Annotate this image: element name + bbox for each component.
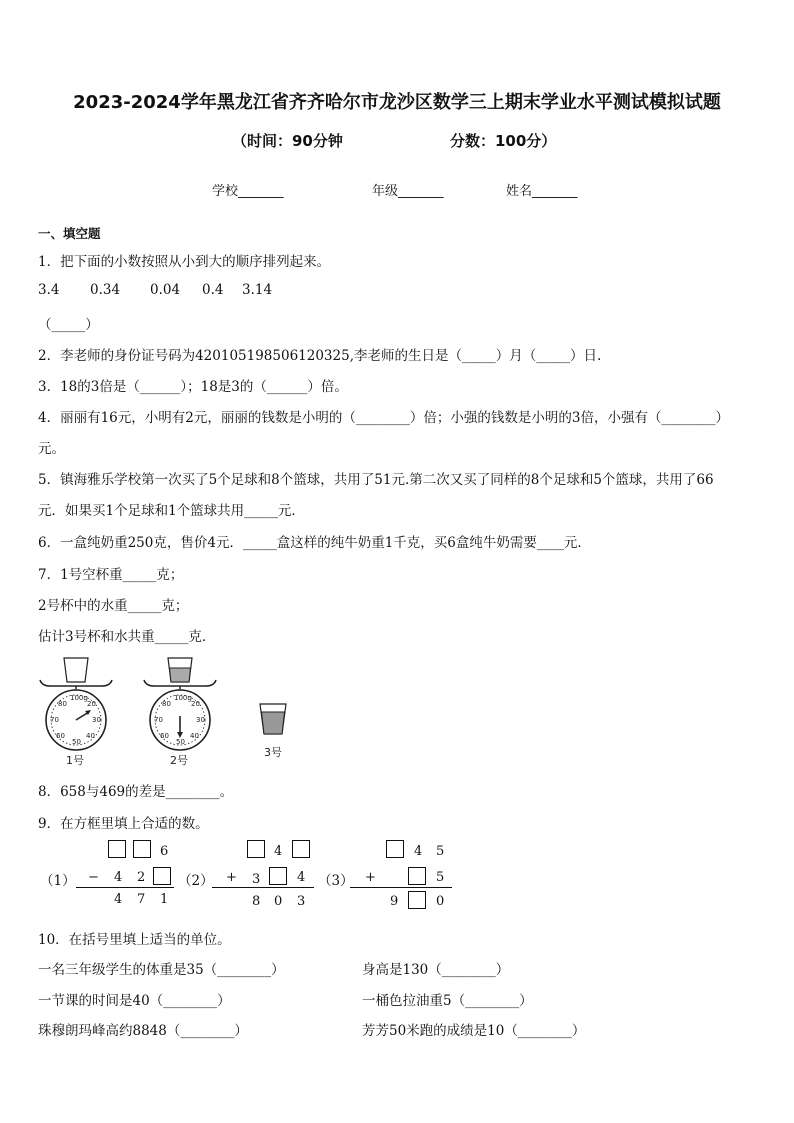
digit: 5 (436, 870, 445, 885)
digit: 9 (390, 894, 399, 909)
sum-line (212, 887, 314, 888)
digit: 0 (436, 894, 445, 909)
q1-number: 0.04 (150, 282, 181, 298)
answer-box[interactable] (269, 867, 287, 885)
operator: − (88, 870, 99, 885)
dial-label: 80 (162, 700, 171, 708)
question-8: 8．658与469的差是________。 (38, 784, 234, 800)
question-4-cont: 元。 (38, 441, 65, 457)
digit: 4 (274, 844, 283, 859)
digit: 1 (160, 892, 169, 907)
answer-box[interactable] (153, 867, 171, 885)
operator: + (226, 870, 237, 885)
problem-label: （3） (318, 873, 354, 889)
question-2: 2．李老师的身份证号码为420105198506120325,李老师的生日是（_____）月（_____）日. (38, 348, 602, 364)
question-9: 9．在方框里填上合适的数。 (38, 816, 209, 832)
exam-score: 分数：100分） (450, 132, 557, 150)
q10-item: 芳芳50米跑的成绩是10（________） (362, 1023, 586, 1039)
dial-label: 40 (86, 732, 95, 740)
digit: 6 (160, 844, 169, 859)
dial-label: 50 (72, 738, 81, 746)
digit: 2 (137, 870, 146, 885)
digit: 7 (137, 892, 146, 907)
school-field: 学校_______ (212, 184, 284, 199)
answer-box[interactable] (133, 840, 151, 858)
q1-number: 0.4 (202, 282, 224, 298)
q1-answer: （_____） (38, 317, 99, 333)
dial-label: 70 (50, 716, 59, 724)
scale-label: 1号 (66, 754, 84, 767)
answer-box[interactable] (247, 840, 265, 858)
dial-label: 60 (56, 732, 65, 740)
digit: 0 (274, 894, 283, 909)
dial-label: 30 (92, 716, 101, 724)
q1-number: 3.4 (38, 282, 60, 298)
scale-1 (40, 658, 112, 767)
digit: 3 (297, 894, 306, 909)
question-7-line1: 7．1号空杯重_____克； (38, 567, 184, 583)
dial-label: 60 (160, 732, 169, 740)
question-1: 1．把下面的小数按照从小到大的顺序排列起来。 (38, 254, 331, 270)
digit: 4 (414, 844, 423, 859)
question-4: 4．丽丽有16元，小明有2元，丽丽的钱数是小明的（________）倍；小强的钱数是小明的3倍，小强有（________） (38, 410, 729, 426)
question-7-line3: 估计3号杯和水共重_____克． (38, 629, 216, 645)
problem-label: （1） (40, 873, 76, 889)
question-10: 10．在括号里填上适当的单位。 (38, 932, 231, 948)
q10-item: 一名三年级学生的体重是35（________） (38, 962, 285, 978)
digit: 4 (114, 870, 123, 885)
dial-label: 20 (191, 700, 200, 708)
question-7-line2: 2号杯中的水重_____克； (38, 598, 189, 614)
q10-item: 一桶色拉油重5（________） (362, 993, 533, 1009)
sum-line (350, 887, 452, 888)
dial-label: 40 (190, 732, 199, 740)
dial-label: 50 (176, 738, 185, 746)
q10-item: 身高是130（________） (362, 962, 510, 978)
scale-label: 2号 (170, 754, 188, 767)
section-heading: 一、填空题 (38, 226, 101, 241)
q9-problems (0, 836, 794, 916)
question-5: 5．镇海雅乐学校第一次买了5个足球和8个篮球，共用了51元.第二次又买了同样的8个足球和5个篮球，共用了66 (38, 472, 714, 488)
scales-figure (36, 652, 306, 770)
operator: + (365, 870, 376, 885)
q1-number: 0.34 (90, 282, 121, 298)
digit: 4 (114, 892, 123, 907)
digit: 4 (297, 870, 306, 885)
name-field: 姓名_______ (506, 184, 578, 199)
dial-label: 30 (196, 716, 205, 724)
grade-field: 年级_______ (372, 184, 444, 199)
digit: 5 (436, 844, 445, 859)
dial-label: 20 (87, 700, 96, 708)
exam-time: （时间：90分钟 (232, 132, 343, 150)
dial-label: 70 (154, 716, 163, 724)
scale-2 (144, 658, 216, 767)
sum-line (76, 887, 174, 888)
dial-label: 100g (70, 694, 88, 702)
q10-item: 一节课的时间是40（________） (38, 993, 231, 1009)
question-6: 6．一盒纯奶重250克，售价4元．_____盒这样的纯牛奶重1千克，买6盒纯牛奶需要____元． (38, 535, 591, 551)
problem-label: （2） (178, 873, 214, 889)
page-title: 2023-2024学年黑龙江省齐齐哈尔市龙沙区数学三上期末学业水平测试模拟试题 (73, 92, 721, 113)
answer-box[interactable] (292, 840, 310, 858)
digit: 3 (252, 872, 261, 887)
cup-label: 3号 (264, 746, 282, 759)
q10-item: 珠穆朗玛峰高约8848（________） (38, 1023, 248, 1039)
question-5-cont: 元．如果买1个足球和1个篮球共用_____元． (38, 503, 305, 519)
cup-3 (260, 704, 286, 759)
digit: 8 (252, 894, 261, 909)
answer-box[interactable] (108, 840, 126, 858)
answer-box[interactable] (408, 867, 426, 885)
q1-number: 3.14 (242, 282, 273, 298)
answer-box[interactable] (408, 891, 426, 909)
question-3: 3．18的3倍是（______）；18是3的（______）倍。 (38, 379, 348, 395)
dial-label: 80 (58, 700, 67, 708)
dial-label: 100g (174, 694, 192, 702)
answer-box[interactable] (386, 840, 404, 858)
